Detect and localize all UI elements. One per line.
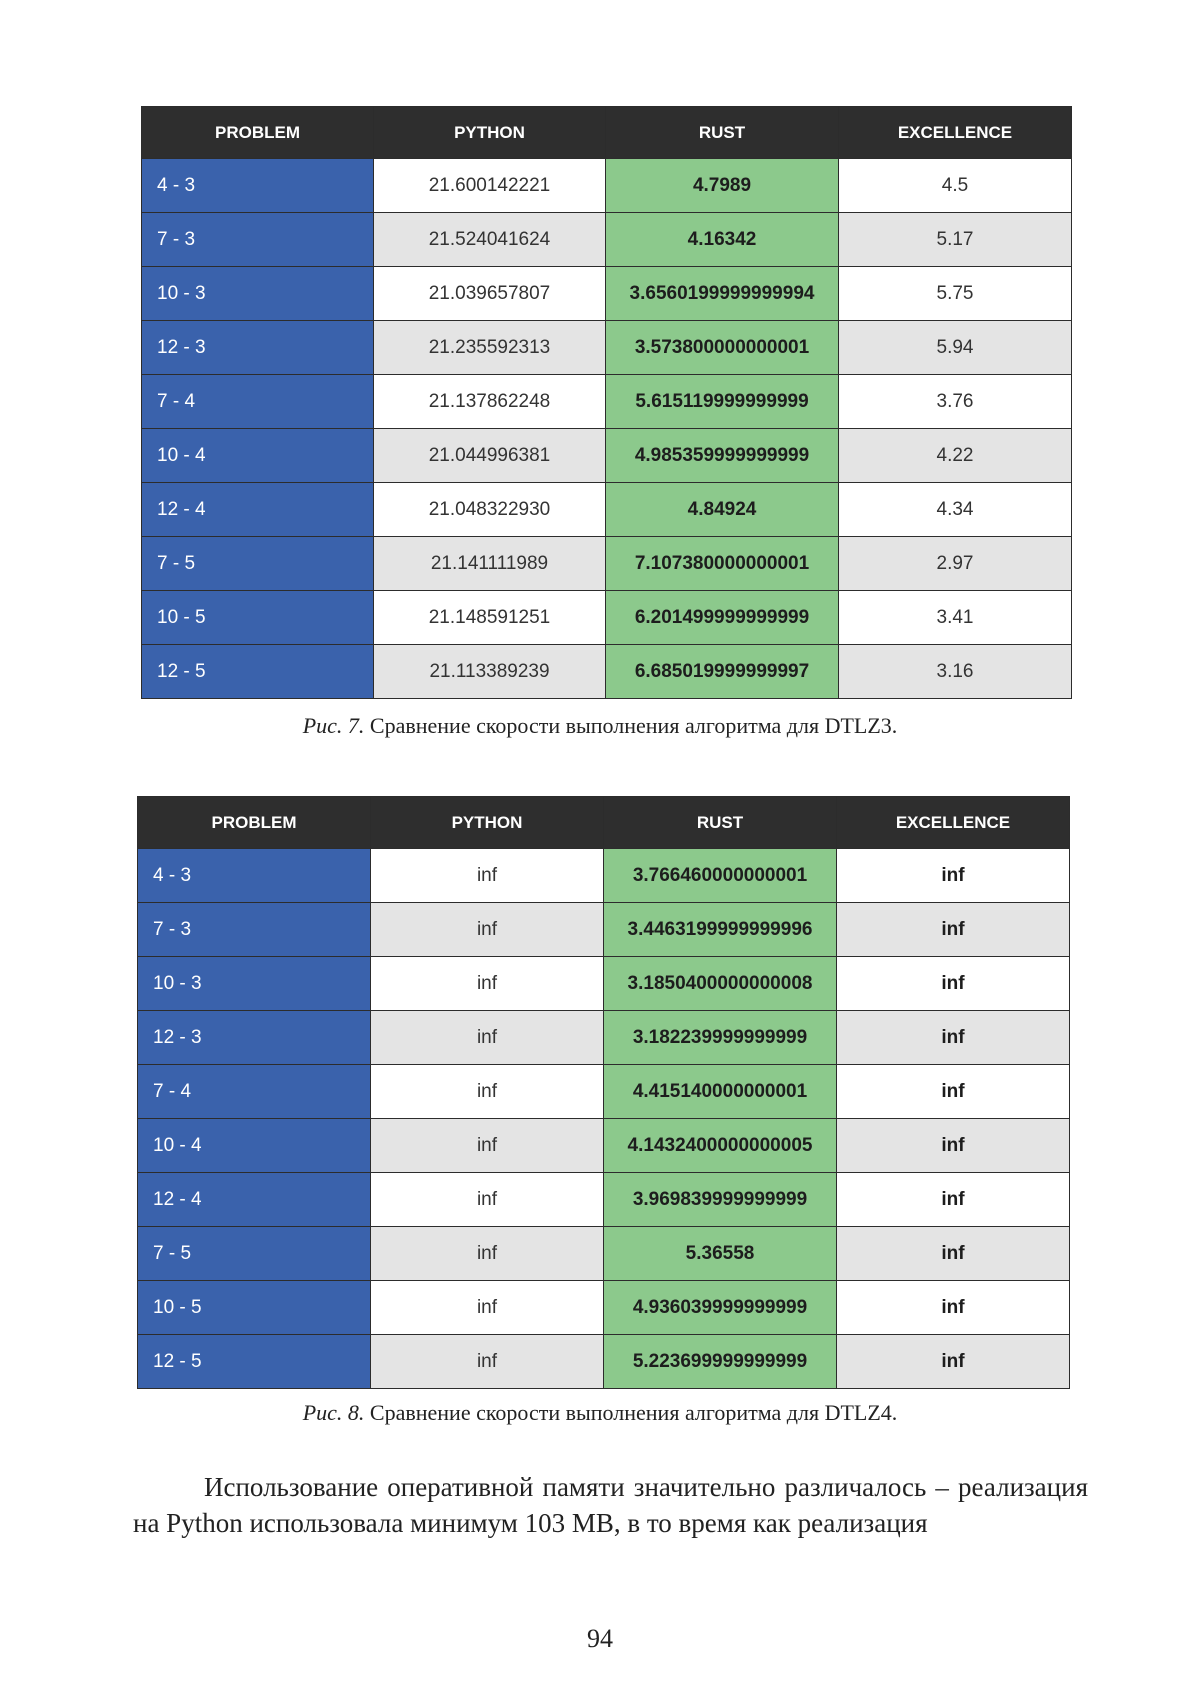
table-row [138,1335,1070,1389]
header-rust: RUST [606,107,839,159]
excellence-cell: inf [837,1227,1070,1281]
rust-cell: 3.766460000000001 [604,849,837,903]
rust-cell: 4.415140000000001 [604,1065,837,1119]
header-rust: RUST [604,797,837,849]
problem-cell: 12 - 4 [138,1173,371,1227]
excellence-cell: inf [837,1119,1070,1173]
excellence-cell: inf [837,1011,1070,1065]
problem-cell: 7 - 4 [142,375,374,429]
python-cell: inf [371,1173,604,1227]
header-python: PYTHON [374,107,606,159]
rust-cell: 7.107380000000001 [606,537,839,591]
caption-text: Сравнение скорости выполнения алгоритма для DTLZ4. [369,1400,898,1425]
rust-cell: 4.1432400000000005 [604,1119,837,1173]
excellence-cell: 3.76 [839,375,1072,429]
body-paragraph [133,1469,1088,1541]
table-row [142,321,1072,375]
table-row [138,1173,1070,1227]
table-row [142,159,1072,213]
excellence-cell: 5.75 [839,267,1072,321]
excellence-cell: 4.34 [839,483,1072,537]
python-cell: inf [371,1065,604,1119]
rust-cell: 3.6560199999999994 [606,267,839,321]
header-problem: PROBLEM [138,797,371,849]
table-row [142,537,1072,591]
python-cell: 21.137862248 [374,375,606,429]
table-header-row [142,107,1072,159]
table-row [142,483,1072,537]
rust-cell: 5.615119999999999 [606,375,839,429]
excellence-cell: 4.22 [839,429,1072,483]
problem-cell: 7 - 3 [138,903,371,957]
table-row [142,645,1072,699]
problem-cell: 10 - 4 [138,1119,371,1173]
problem-cell: 10 - 4 [142,429,374,483]
rust-cell: 4.84924 [606,483,839,537]
table-dtlz4 [137,796,1070,1389]
problem-cell: 12 - 3 [138,1011,371,1065]
python-cell: 21.141111989 [374,537,606,591]
problem-cell: 12 - 5 [142,645,374,699]
problem-cell: 7 - 5 [142,537,374,591]
problem-cell: 4 - 3 [138,849,371,903]
rust-cell: 4.7989 [606,159,839,213]
table-dtlz3 [141,106,1072,699]
rust-cell: 5.36558 [604,1227,837,1281]
problem-cell: 12 - 4 [142,483,374,537]
python-cell: 21.148591251 [374,591,606,645]
header-python: PYTHON [371,797,604,849]
python-cell: inf [371,1281,604,1335]
rust-cell: 6.201499999999999 [606,591,839,645]
python-cell: 21.048322930 [374,483,606,537]
table-row [142,591,1072,645]
rust-cell: 3.182239999999999 [604,1011,837,1065]
table-row [142,375,1072,429]
table-row [142,213,1072,267]
header-problem: PROBLEM [142,107,374,159]
python-cell: inf [371,1119,604,1173]
python-cell: 21.113389239 [374,645,606,699]
figure-caption-7 [0,713,1200,739]
python-cell: inf [371,957,604,1011]
python-cell: 21.524041624 [374,213,606,267]
table-row [138,849,1070,903]
table-row [142,429,1072,483]
problem-cell: 7 - 4 [138,1065,371,1119]
excellence-cell: 3.16 [839,645,1072,699]
rust-cell: 4.936039999999999 [604,1281,837,1335]
figure-caption-8 [0,1400,1200,1426]
python-cell: inf [371,849,604,903]
table-row [138,903,1070,957]
excellence-cell: inf [837,903,1070,957]
python-cell: 21.600142221 [374,159,606,213]
paragraph-text: Использование оперативной памяти значительно различалось – реализация на Python использовала минимум 103 MB, в то время как реализация [133,1472,1088,1538]
rust-cell: 3.573800000000001 [606,321,839,375]
caption-label: Рис. 7. [302,713,365,738]
rust-cell: 5.223699999999999 [604,1335,837,1389]
problem-cell: 4 - 3 [142,159,374,213]
excellence-cell: 5.94 [839,321,1072,375]
header-excellence: EXCELLENCE [839,107,1072,159]
table-row [138,1281,1070,1335]
rust-cell: 4.16342 [606,213,839,267]
table-row [138,1119,1070,1173]
excellence-cell: 4.5 [839,159,1072,213]
problem-cell: 7 - 5 [138,1227,371,1281]
excellence-cell: 5.17 [839,213,1072,267]
table-row [138,1011,1070,1065]
table-row [138,1065,1070,1119]
python-cell: inf [371,903,604,957]
python-cell: inf [371,1335,604,1389]
page-number: 94 [587,1624,613,1653]
caption-text: Сравнение скорости выполнения алгоритма для DTLZ3. [369,713,898,738]
python-cell: 21.039657807 [374,267,606,321]
problem-cell: 10 - 3 [138,957,371,1011]
header-excellence: EXCELLENCE [837,797,1070,849]
python-cell: 21.235592313 [374,321,606,375]
python-cell: inf [371,1011,604,1065]
excellence-cell: inf [837,1281,1070,1335]
problem-cell: 7 - 3 [142,213,374,267]
problem-cell: 12 - 5 [138,1335,371,1389]
excellence-cell: 2.97 [839,537,1072,591]
excellence-cell: inf [837,1065,1070,1119]
excellence-cell: inf [837,1335,1070,1389]
python-cell: inf [371,1227,604,1281]
excellence-cell: 3.41 [839,591,1072,645]
python-cell: 21.044996381 [374,429,606,483]
excellence-cell: inf [837,957,1070,1011]
rust-cell: 3.969839999999999 [604,1173,837,1227]
rust-cell: 6.685019999999997 [606,645,839,699]
table-row [142,267,1072,321]
table-row [138,1227,1070,1281]
excellence-cell: inf [837,849,1070,903]
caption-label: Рис. 8. [302,1400,365,1425]
table-header-row [138,797,1070,849]
rust-cell: 3.4463199999999996 [604,903,837,957]
table-row [138,957,1070,1011]
problem-cell: 10 - 3 [142,267,374,321]
rust-cell: 3.1850400000000008 [604,957,837,1011]
excellence-cell: inf [837,1173,1070,1227]
problem-cell: 12 - 3 [142,321,374,375]
problem-cell: 10 - 5 [138,1281,371,1335]
problem-cell: 10 - 5 [142,591,374,645]
rust-cell: 4.985359999999999 [606,429,839,483]
